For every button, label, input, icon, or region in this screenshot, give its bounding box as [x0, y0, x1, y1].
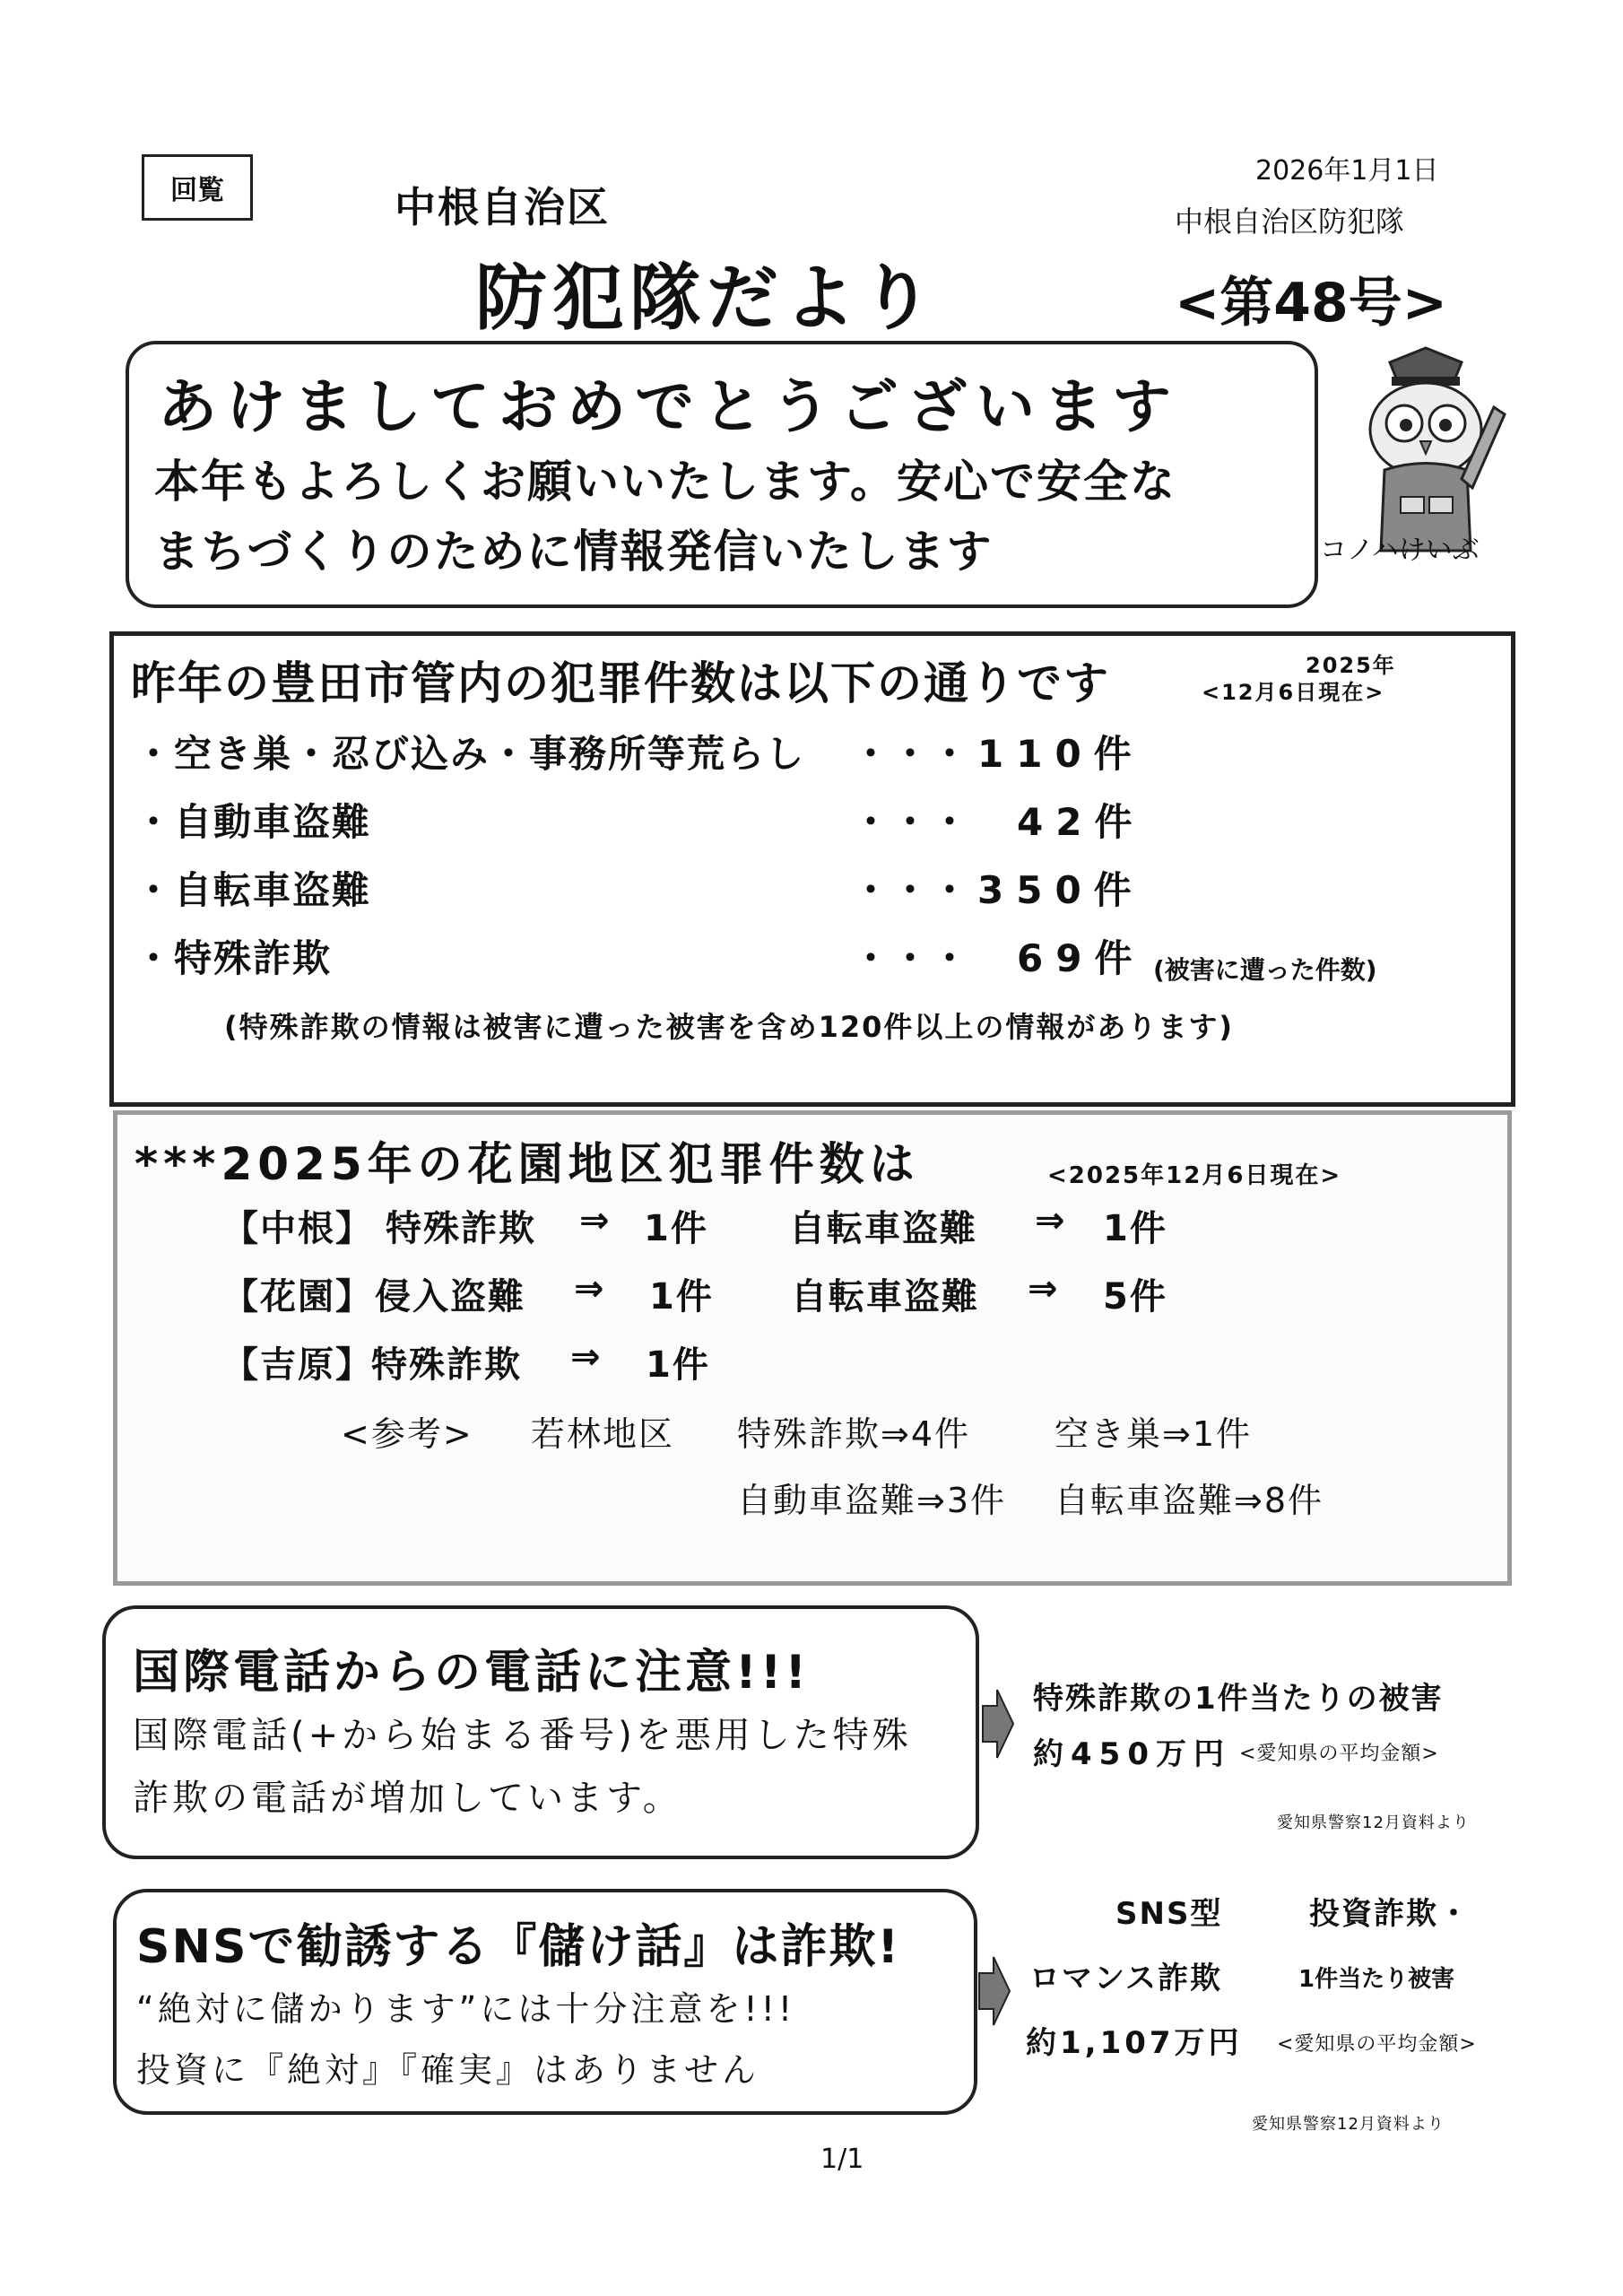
greeting-body — [154, 447, 1176, 587]
reference-label: <参考> — [341, 1414, 473, 1454]
intl-call-body — [133, 1704, 912, 1830]
sns-line-2: 投資に『絶対』『確実』はありません — [136, 2050, 760, 2090]
sns-side-per-case: 1件当たり被害 — [1298, 1966, 1455, 1993]
sns-body — [136, 1979, 795, 2100]
crime-row-dots: ・・・ — [852, 732, 971, 776]
issue-date: 2026年1月1日 — [1255, 155, 1439, 187]
sns-title: SNSで勧誘する『儲け話』は詐欺! — [136, 1920, 901, 1974]
local-count1: 1件 — [644, 1208, 708, 1249]
local-count2: 1件 — [1103, 1208, 1167, 1249]
local-arrow1: ⇒ — [570, 1336, 603, 1378]
crime-row-name: ・自転車盗難 — [135, 868, 372, 912]
mascot-name: コノハけいぶ — [1320, 535, 1480, 566]
local-arrow2: ⇒ — [1028, 1268, 1060, 1309]
crime-row-name: ・空き巣・忍び込み・事務所等荒らし — [135, 732, 806, 776]
local-area: 【中根】 — [222, 1208, 373, 1249]
arrow-right-icon — [977, 1953, 1011, 2029]
intl-call-line-2: 詐欺の電話が増加しています。 — [133, 1778, 682, 1819]
crime-row-dots: ・・・ — [852, 936, 971, 980]
city-crime-asof-year: 2025年 — [1306, 653, 1396, 678]
reference-item: 空き巣⇒1件 — [1055, 1414, 1253, 1454]
intl-call-line-1: 国際電話(+から始まる番号)を悪用した特殊 — [133, 1715, 912, 1756]
city-crime-footnote: (特殊詐欺の情報は被害に遭った被害を含め120件以上の情報があります) — [224, 1010, 1235, 1044]
greeting-line-2: まちづくりのために情報発信いたします — [154, 526, 994, 578]
local-arrow1: ⇒ — [579, 1200, 612, 1241]
page-number: 1/1 — [820, 2144, 864, 2175]
crime-row-dots: ・・・ — [852, 868, 971, 912]
local-count1: 1件 — [646, 1344, 710, 1386]
issue-number: <第48号> — [1175, 272, 1448, 335]
city-crime-heading: 昨年の豊田市管内の犯罪件数は以下の通りです — [131, 657, 1110, 709]
local-arrow1: ⇒ — [574, 1268, 606, 1309]
local-crime1: 特殊詐欺 — [371, 1344, 522, 1386]
organization-name: 中根自治区防犯隊 — [1175, 204, 1405, 239]
crime-row-count: 69件 — [1017, 936, 1145, 980]
greeting-line-1: 本年もよろしくお願いいたします。安心で安全な — [154, 456, 1176, 508]
local-arrow2: ⇒ — [1035, 1200, 1067, 1241]
crime-row-count: 350件 — [977, 868, 1144, 912]
crime-row-note: (被害に遭った件数) — [1153, 955, 1377, 985]
sns-line-1: “絶対に儲かります”には十分注意を!!! — [136, 1989, 796, 2029]
local-area: 【吉原】 — [222, 1344, 373, 1386]
page-title: 防犯隊だより — [475, 257, 938, 340]
intl-call-title: 国際電話からの電話に注意!!! — [133, 1646, 811, 1700]
crime-row-count: 110件 — [977, 732, 1144, 776]
circulation-stamp: 回覧 — [142, 154, 253, 221]
district-name: 中根自治区 — [395, 183, 610, 231]
intl-side-amount: 約450万円 — [1033, 1736, 1231, 1772]
local-crime2: 自転車盗難 — [789, 1208, 977, 1249]
reference-area: 若林地区 — [531, 1414, 675, 1454]
reference-item: 特殊詐欺⇒4件 — [737, 1414, 971, 1454]
sns-side-amount: 約1,107万円 — [1026, 2025, 1243, 2061]
crime-row-dots: ・・・ — [852, 800, 971, 844]
reference-item: 自転車盗難⇒8件 — [1055, 1481, 1324, 1520]
reference-item: 自動車盗難⇒3件 — [737, 1481, 1007, 1520]
sns-side-type3: ロマンス詐欺 — [1029, 1961, 1222, 1996]
crime-row-name: ・自動車盗難 — [135, 800, 372, 844]
crime-row-count: 42件 — [1017, 800, 1145, 844]
sns-side-type1: SNS型 — [1115, 1896, 1223, 1932]
local-area: 【花園】 — [222, 1276, 373, 1318]
local-crime-heading: ***2025年の花園地区犯罪件数は — [135, 1138, 920, 1190]
intl-source: 愛知県警察12月資料より — [1277, 1813, 1470, 1832]
local-crime2: 自転車盗難 — [791, 1276, 979, 1318]
local-count2: 5件 — [1103, 1276, 1167, 1318]
sns-side-avg: <愛知県の平均金額> — [1277, 2033, 1477, 2056]
intl-side-avg: <愛知県の平均金額> — [1239, 1743, 1439, 1765]
crime-row-name: ・特殊詐欺 — [135, 936, 333, 980]
greeting-headline: あけましておめでとうございます — [158, 371, 1180, 441]
local-crime-asof: <2025年12月6日現在> — [1047, 1162, 1342, 1189]
intl-side-heading: 特殊詐欺の1件当たりの被害 — [1033, 1681, 1444, 1717]
local-count1: 1件 — [649, 1276, 714, 1318]
arrow-right-icon — [981, 1686, 1015, 1761]
sns-source: 愛知県警察12月資料より — [1252, 2115, 1445, 2134]
local-crime1: 特殊詐欺 — [386, 1208, 536, 1249]
local-crime1: 侵入盗難 — [375, 1276, 525, 1318]
sns-side-type2: 投資詐欺・ — [1309, 1896, 1471, 1932]
city-crime-asof-date: <12月6日現在> — [1202, 680, 1385, 705]
